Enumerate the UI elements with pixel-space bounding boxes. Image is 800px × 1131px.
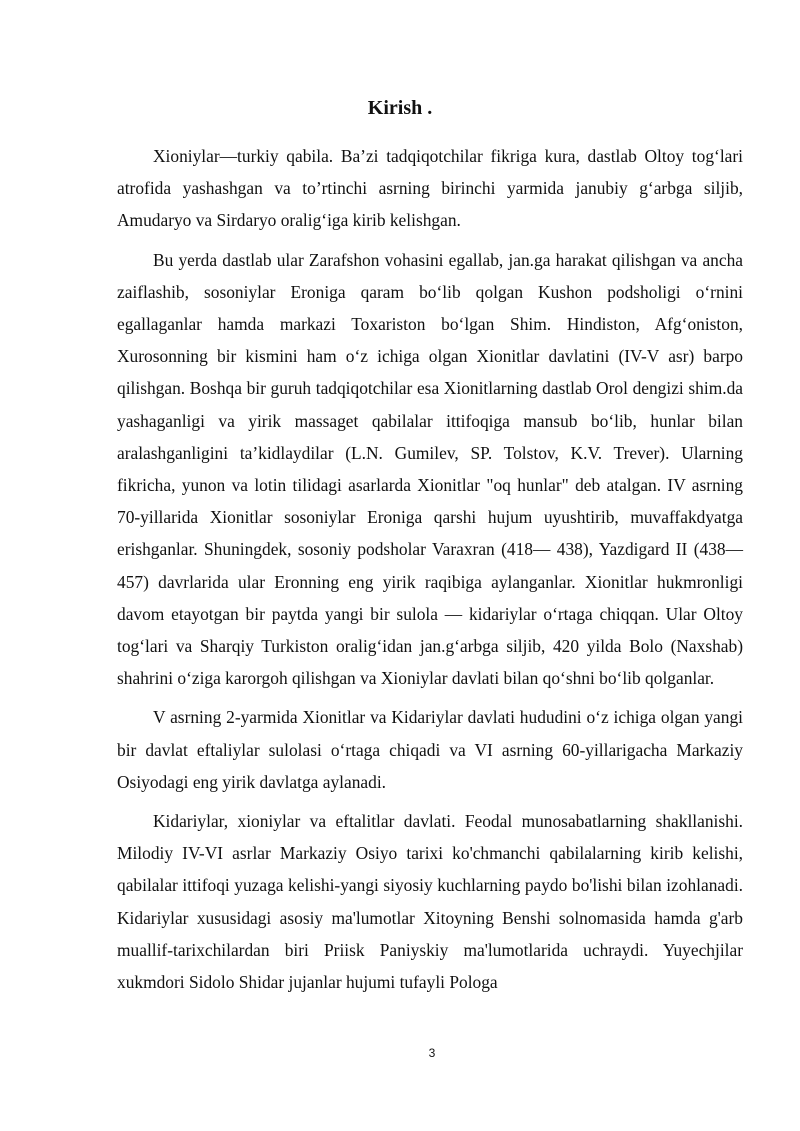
paragraph-3: V asrning 2-yarmida Xionitlar va Kidariylar davlati hududini o‘z ichiga olgan yangi bir davlat eftaliylar sulolasi o‘rtaga chiqadi va VI asrning 60-yillarigacha Markaziy Osiyodagi eng yirik davlatga aylanadi.: [117, 707, 743, 792]
page-title: Kirish .: [367, 97, 433, 119]
paragraph-4: Kidariylar, xioniylar va eftalitlar davlati. Feodal munosabatlarning shakllanishi. Milodiy IV-VI asrlar Markaziy Osiyo tarixi ko'chmanchi qabilalarning kirib kelishi, qabilalar ittifoqi yuzaga kelishi-yangi siyosiy kuchlarning paydo bo'lishi bilan izohlanadi. Kidariylar xususidagi asosiy ma'lumotlar Xitoyning Benshi solnomasida hamda g'arb muallif-tarixchilardan biri Priisk Paniyskiy ma'lumotlarida uchraydi. Yuyechjilar xukmdori Sidolo Shidar jujanlar hujumi tufayli Pologa: [117, 811, 743, 993]
document-body: [117, 140, 743, 1005]
page-number: 3: [428, 1046, 436, 1060]
paragraph-1: Xioniylar—turkiy qabila. Ba’zi tadqiqotchilar fikriga kura, dastlab Oltoy tog‘lari atrofida yashashgan va to’rtinchi asrning birinchi yarmida janubiy g‘arbga siljib, Amudaryo va Sirdaryo oralig‘iga kirib kelishgan.: [117, 146, 743, 231]
paragraph-2: Bu yerda dastlab ular Zarafshon vohasini egallab, jan.ga harakat qilishgan va ancha zaiflashib, sosoniylar Eroniga qaram bo‘lib qolgan Kushon podsholigi o‘rnini egallaganlar hamda markazi Toxariston bo‘lgan Shim. Hindiston, Afg‘oniston, Xurosonning bir kismini ham o‘z ichiga olgan Xionitlar davlatini (IV-V asr) barpo qilishgan. Boshqa bir guruh tadqiqotchilar esa Xionitlarning dastlab Orol dengizi shim.da yashaganligi va yirik massaget qabilalar ittifoqiga mansub bo‘lib, hunlar bilan aralashganligini ta’kidlaydilar (L.N. Gumilev, SP. Tolstov, K.V. Trever). Ularning fikricha, yunon va lotin tilidagi asarlarda Xionitlar "oq hunlar" deb atalgan. IV asrning 70-yillarida Xionitlar sosoniylar Eroniga qarshi hujum uyushtirib, muvaffakdyatga erishganlar. Shuningdek, sosoniy podsholar Varaxran (418— 438), Yazdigard II (438—457) davrlarida ular Eronning eng yirik raqibiga aylanganlar. Xionitlar hukmronligi davom etayotgan bir paytda yangi bir sulola — kidariylar o‘rtaga chiqqan. Ular Oltoy tog‘lari va Sharqiy Turkiston oralig‘idan jan.g‘arbga siljib, 420 yilda Bolo (Naxshab) shahrini o‘ziga karorgoh qilishgan va Xioniylar davlati bilan qo‘shni bo‘lib qolganlar.: [117, 249, 743, 689]
